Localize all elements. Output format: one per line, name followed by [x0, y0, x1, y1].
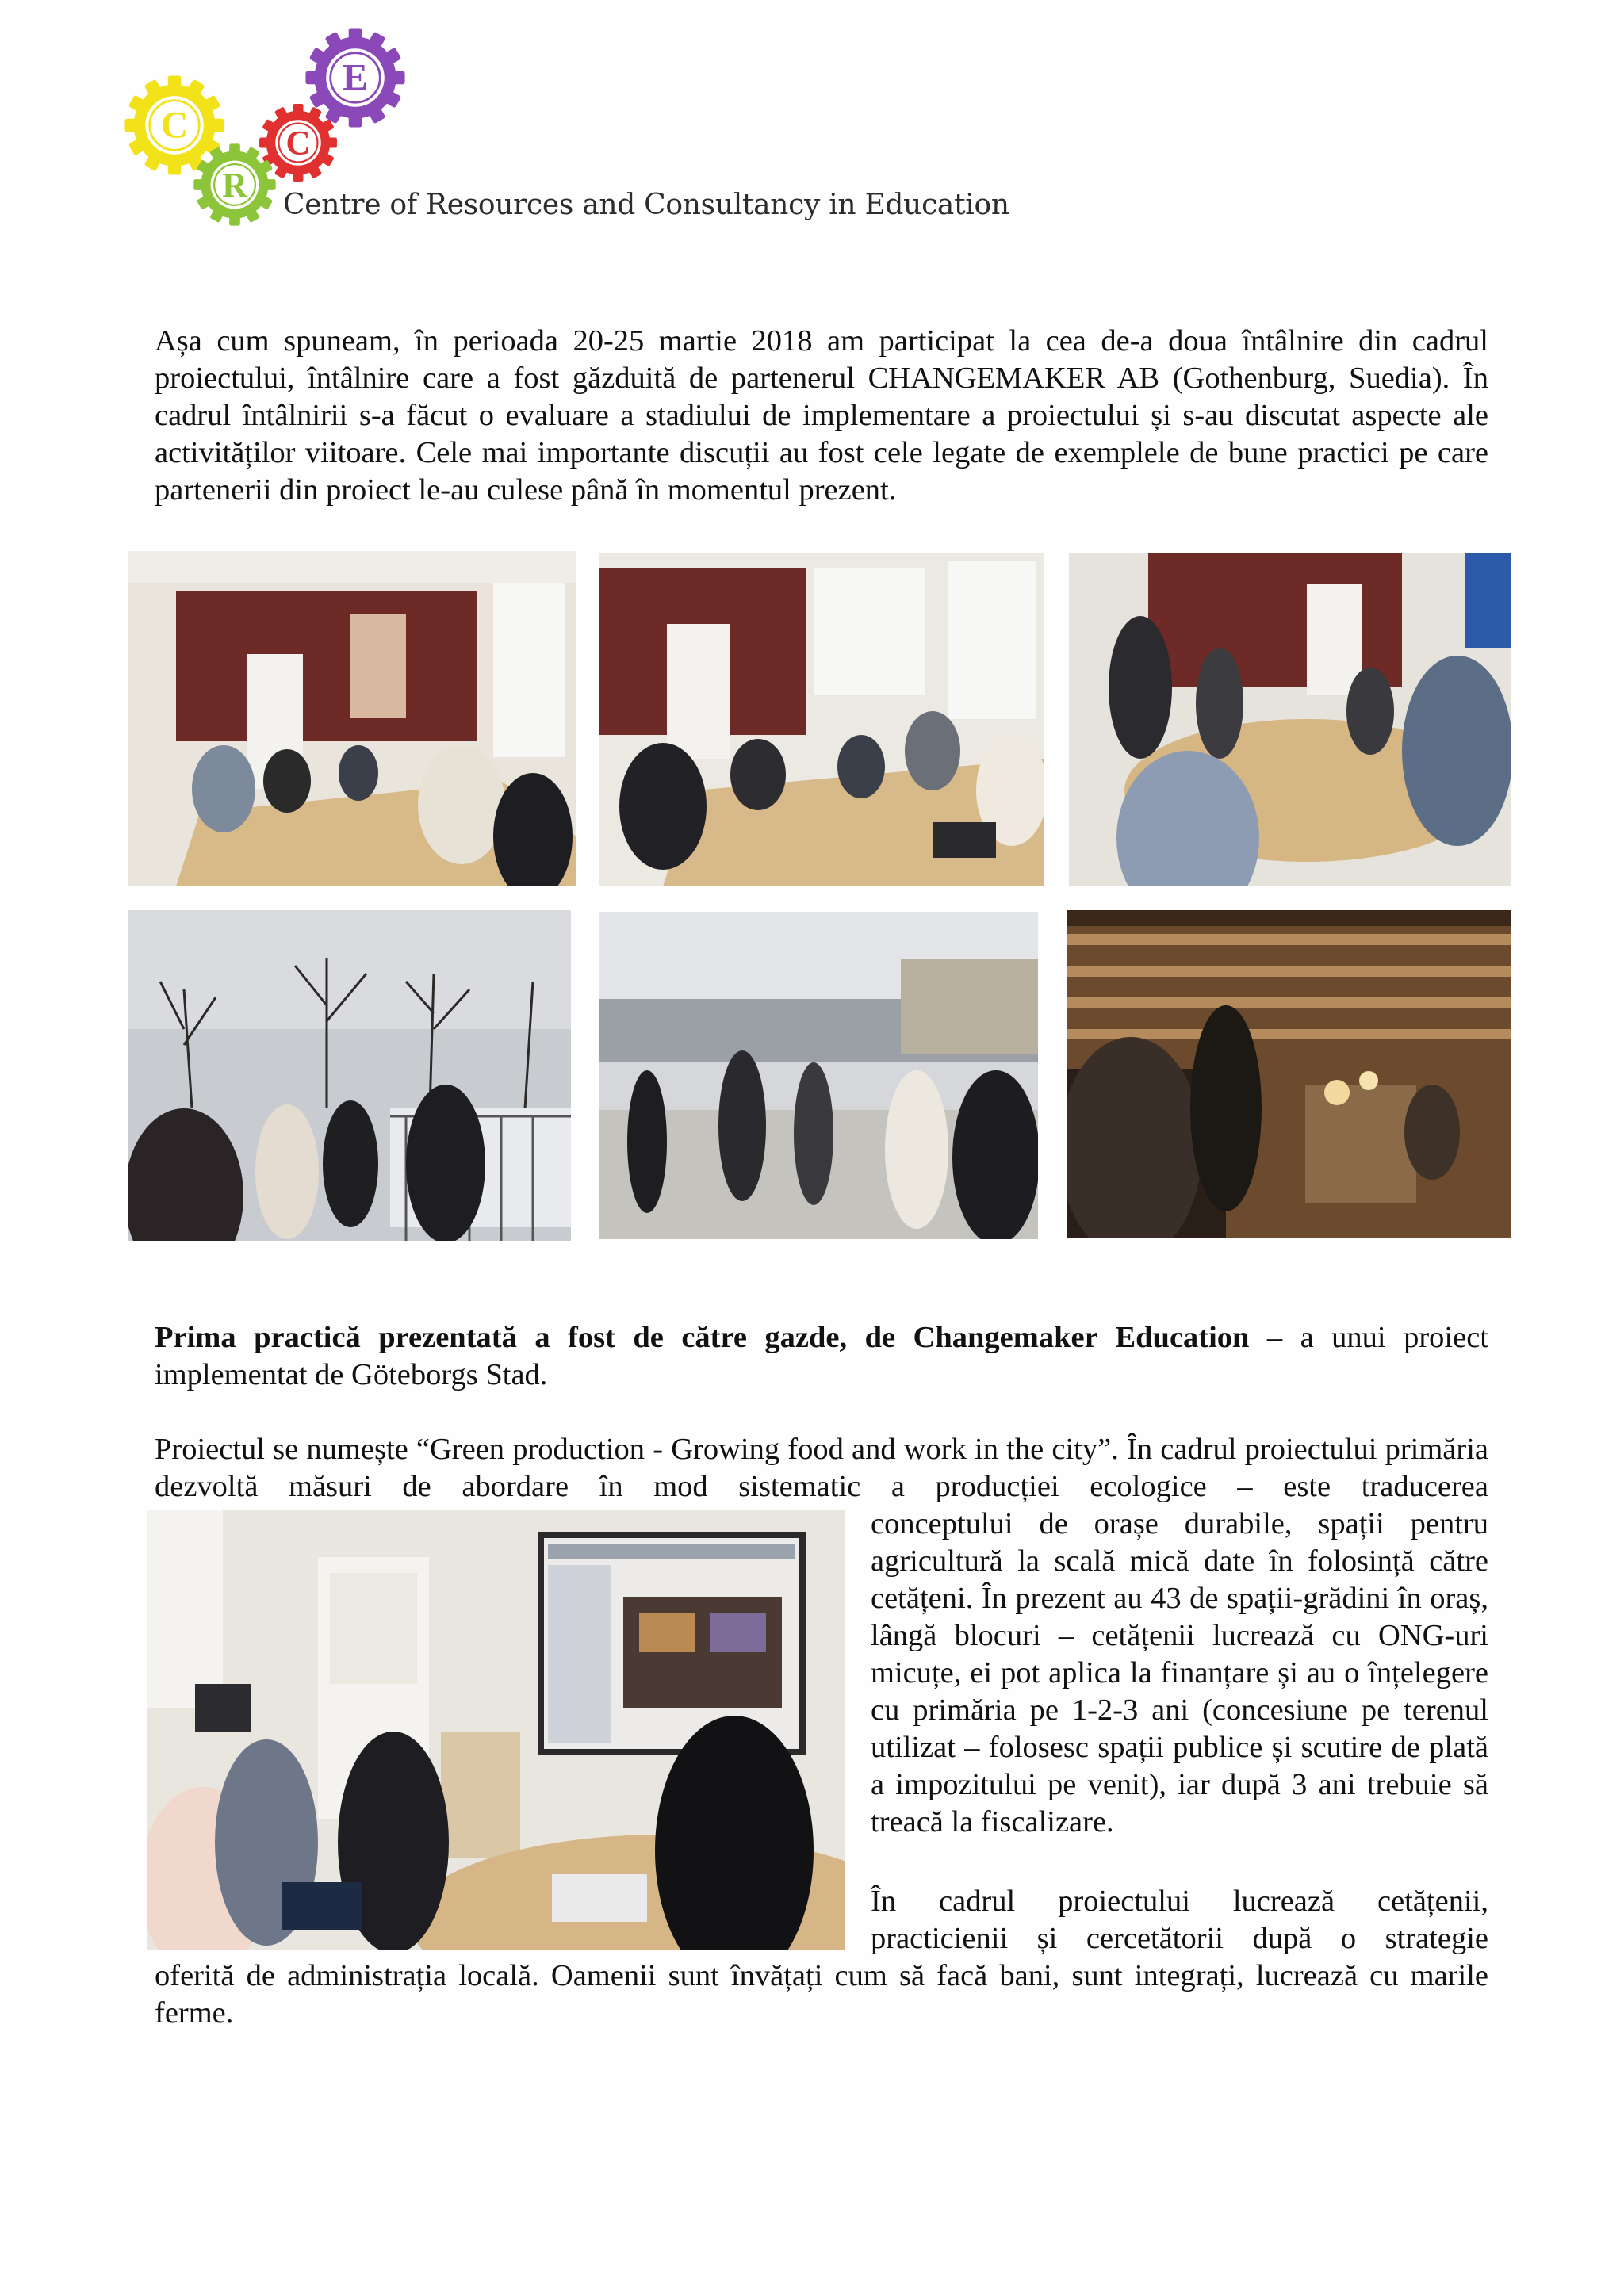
svg-text:C: C: [160, 104, 189, 147]
photo-wooden-attic: [1067, 910, 1511, 1238]
section-heading: [155, 1319, 1488, 1394]
photo-kitchen-group: [1069, 553, 1511, 886]
svg-text:C: C: [285, 124, 311, 163]
photo-meeting-table-2: [599, 553, 1044, 886]
photo-presentation-room: [147, 1510, 845, 1950]
intro-paragraph: Așa cum spuneam, în perioada 20-25 martie 2018 am participat la cea de-a doua întâlnire din cadrul proiectului, întâlnire care a fost găzduită de partenerul CHANGEMAKER AB (Gothenburg, Suedia). În cadrul întâlnirii s-a făcut o evaluare a stadiului de implementare a proiectului și s-au discutat aspecte ale activităților viitoare. Cele mai importante discuții au fost cele legate de exemplele de bune practici pe care partenerii din proiect le-au culese până în momentul prezent.: [155, 324, 1488, 507]
photo-meeting-table-1: [128, 551, 576, 886]
logo-text: Centre of Resources and Consultancy in Education: [283, 189, 1009, 221]
yellow-gear-icon: [124, 75, 224, 174]
photo-outdoor-street: [599, 912, 1038, 1239]
svg-text:E: E: [343, 56, 368, 99]
section-heading-rest: – a unui proiect implementat de Göteborgs Stad.: [155, 1321, 1488, 1391]
photo-outdoor-bridge: [128, 910, 571, 1241]
green-gear-icon: [193, 144, 275, 225]
green-production-paragraph-intro: Proiectul se numește “Green production - Growing food and work in the city”. În cadrul proiectului primăria dezvoltă măsuri de abordare în mod sistematic a producției ecologice – este traducerea: [155, 1433, 1488, 1503]
green-production-paragraph-side: conceptului de orașe durabile, spații pentru agricultură la scală mică date în folosință către cetățeni. În prezent au 43 de spații-grădini în oraș, lângă blocuri – cetățenii lucrează cu ONG-uri micuțe, ei pot aplica la finanțare și au o înțelegere cu primăria pe 1-2-3 ani (concesiune pe terenul utilizat – folosesc spații publice și scutire de plată a impozitului pe venit), iar după 3 ani trebuie să treacă la fiscalizare.: [871, 1507, 1488, 1839]
svg-text:R: R: [222, 166, 247, 205]
strategy-paragraph-full: oferită de administrația locală. Oamenii sunt învățați cum să facă bani, sunt integrați, lucrează cu marile ferme.: [155, 1959, 1488, 2030]
section-heading-bold: Prima practică prezentată a fost de către gazde, de Changemaker Education: [155, 1321, 1250, 1354]
strategy-paragraph-side: În cadrul proiectului lucrează cetățenii, practicienii și cercetătorii după o strategie: [871, 1885, 1488, 1955]
